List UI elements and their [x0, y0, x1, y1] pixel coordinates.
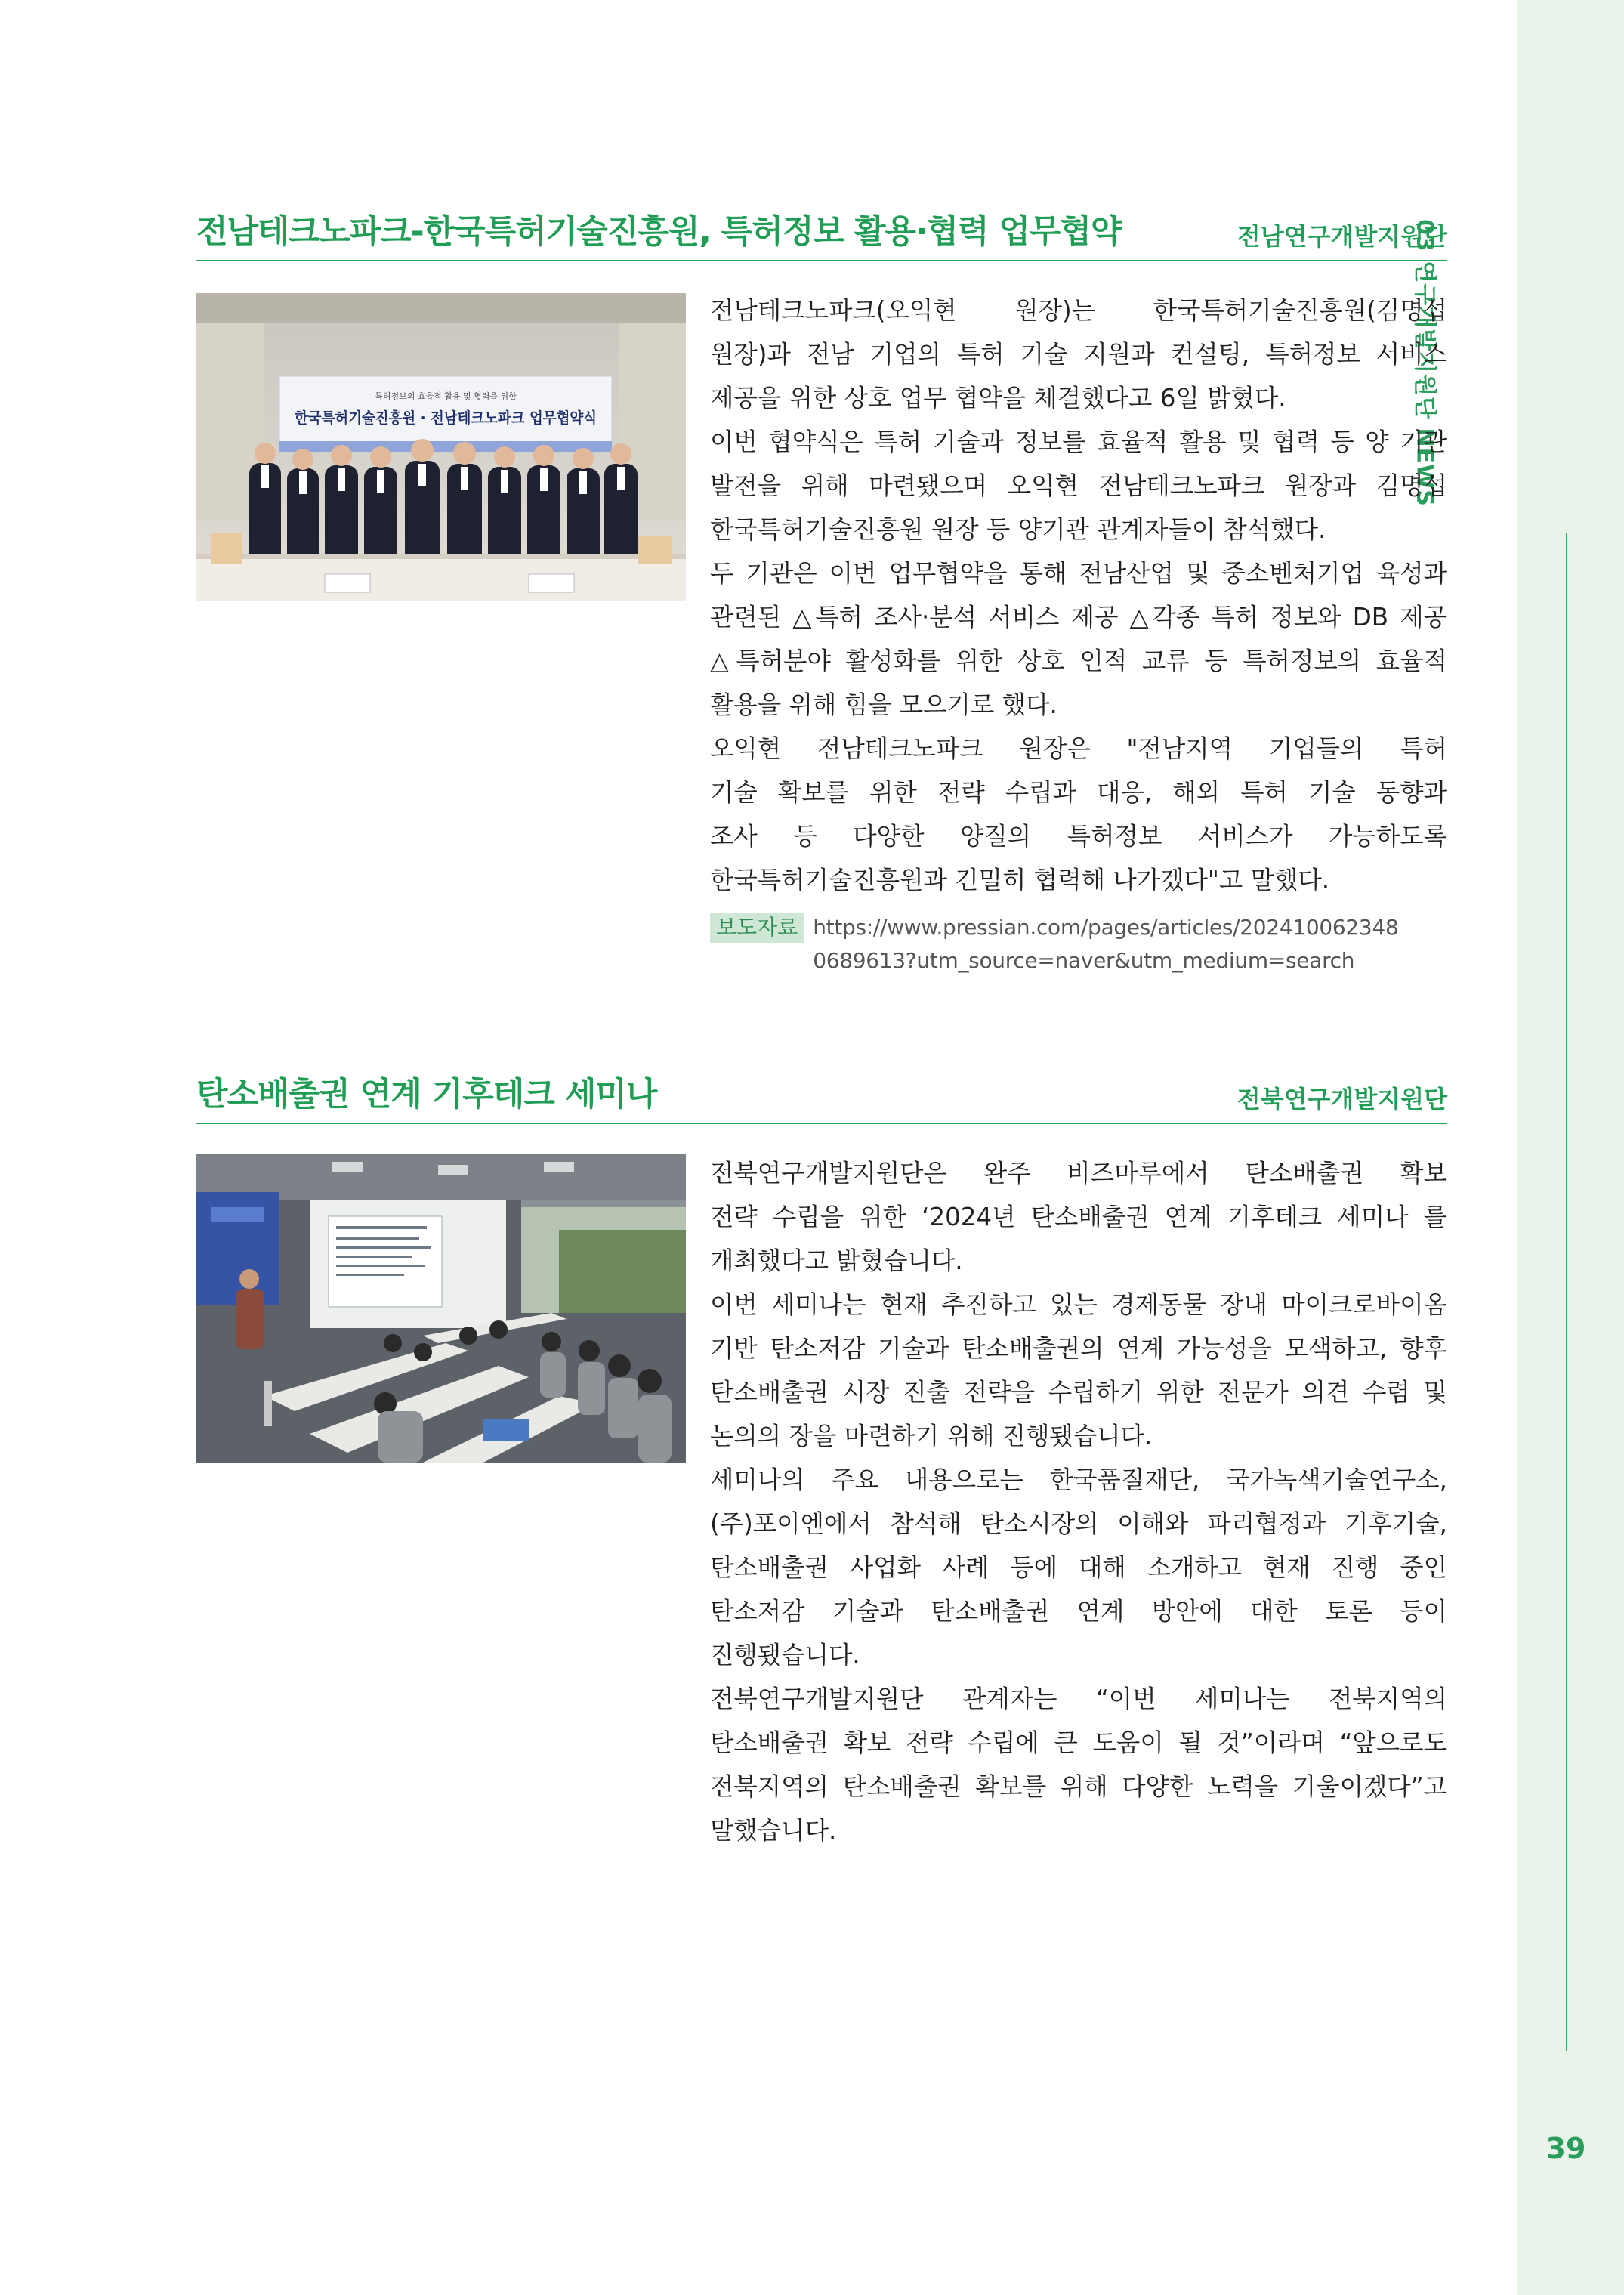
article-header	[196, 213, 1447, 261]
body-line: 논의의 장을 마련하기 위해 진행됐습니다.	[710, 1422, 1153, 1450]
body-line: 전략 수립을 위한 ‘2024년 탄소배출권 연계 기후테크 세미나 를	[710, 1203, 1447, 1231]
article-body	[710, 289, 1447, 978]
body-line: 전북지역의 탄소배출권 확보를 위해 다양한 노력을 기울이겠다”고	[710, 1772, 1447, 1801]
body-line: 오익현 전남테크노파크 원장은 "전남지역 기업들의 특허	[710, 734, 1447, 763]
body-line: 활용을 위해 힘을 모으기로 했다.	[710, 690, 1057, 719]
seminar-photo	[196, 1154, 686, 1463]
body-line: 관련된 △특허 조사·분석 서비스 제공 △각종 특허 정보와 DB 제공	[710, 603, 1447, 632]
banner-main-text: 한국특허기술진흥원 · 전남테크노파크 업무협약식	[294, 409, 597, 427]
body-line: 말했습니다.	[710, 1816, 837, 1845]
article-org: 전북연구개발지원단	[1237, 1085, 1447, 1114]
body-line: 조사 등 다양한 양질의 특허정보 서비스가 가능하도록	[710, 822, 1447, 851]
article-org: 전남연구개발지원단	[1237, 222, 1447, 251]
body-line: (주)포이엔에서 참석해 탄소시장의 이해와 파리협정과 기후기술,	[710, 1509, 1447, 1538]
source-link[interactable]	[813, 911, 1398, 978]
body-line: 탄소저감 기술과 탄소배출권 연계 방안에 대한 토론 등이	[710, 1597, 1447, 1626]
body-line: 탄소배출권 시장 진출 전략을 수립하기 위한 전문가 의견 수렴 및	[710, 1378, 1447, 1407]
body-line: 이번 협약식은 특허 기술과 정보를 효율적 활용 및 협력 등 양 기관	[710, 428, 1447, 456]
body-line: 제공을 위한 상호 업무 협약을 체결했다고 6일 밝혔다.	[710, 384, 1286, 412]
body-line: 원장)과 전남 기업의 특허 기술 지원과 컨설팅, 특허정보 서비스	[710, 340, 1447, 369]
body-line: 진행됐습니다.	[710, 1641, 860, 1670]
article-title: 전남테크노파크-한국특허기술진흥원, 특허정보 활용·협력 업무협약	[196, 213, 1122, 251]
body-line: 전북연구개발지원단 관계자는 “이번 세미나는 전북지역의	[710, 1685, 1447, 1713]
body-line: 한국특허기술진흥원과 긴밀히 협력해 나가겠다"고 말했다.	[710, 866, 1330, 894]
body-line: 탄소배출권 확보 전략 수립에 큰 도움이 될 것”이라며 “앞으로도	[710, 1728, 1447, 1757]
body-line: 탄소배출권 사업화 사례 등에 대해 소개하고 현재 진행 중인	[710, 1553, 1447, 1582]
source-url-line: 0689613?utm_source=naver&utm_medium=search	[813, 948, 1355, 973]
body-line: 기술 확보를 위한 전략 수립과 대응, 해외 특허 기술 동향과	[710, 778, 1447, 807]
article-photo-seminar	[196, 1154, 686, 1463]
sidebar-rule	[1566, 533, 1567, 2051]
section-title-vertical	[1411, 219, 1601, 507]
signing-ceremony-photo	[196, 293, 686, 601]
source-url-line: https://www.pressian.com/pages/articles/202410062348	[813, 915, 1399, 940]
article-body	[710, 1151, 1447, 1852]
body-line: △특허분야 활성화를 위한 상호 인적 교류 등 특허정보의 효율적	[710, 647, 1447, 675]
body-line: 두 기관은 이번 업무협약을 통해 전남산업 및 중소벤처기업 육성과	[710, 559, 1447, 588]
source-label: 보도자료	[710, 913, 804, 943]
section-title-text: 03 연구개발지원단 NEWS	[1411, 219, 1438, 507]
body-line: 전북연구개발지원단은 완주 비즈마루에서 탄소배출권 확보	[710, 1159, 1447, 1188]
article-header	[196, 1076, 1447, 1124]
article-jeonbuk	[196, 1076, 1447, 1845]
body-line: 한국특허기술진흥원 원장 등 양기관 관계자들이 참석했다.	[710, 515, 1326, 544]
body-line: 기반 탄소저감 기술과 탄소배출권의 연계 가능성을 모색하고, 향후	[710, 1334, 1447, 1363]
body-line: 전남테크노파크(오익현 원장)는 한국특허기술진흥원(김명섭	[710, 296, 1447, 325]
article-photo-signing	[196, 293, 686, 601]
body-line: 세미나의 주요 내용으로는 한국품질재단, 국가녹색기술연구소,	[710, 1466, 1447, 1494]
press-source	[710, 911, 1447, 978]
body-line: 개최했다고 밝혔습니다.	[710, 1246, 963, 1275]
body-line: 이번 세미나는 현재 추진하고 있는 경제동물 장내 마이크로바이옴	[710, 1290, 1447, 1319]
page-number: 39	[1545, 2132, 1586, 2165]
body-line: 발전을 위해 마련됐으며 오익현 전남테크노파크 원장과 김명섭	[710, 471, 1447, 500]
article-title: 탄소배출권 연계 기후테크 세미나	[196, 1076, 657, 1114]
banner-small-text: 특허정보의 효율적 활용 및 협력을 위한	[375, 391, 517, 401]
